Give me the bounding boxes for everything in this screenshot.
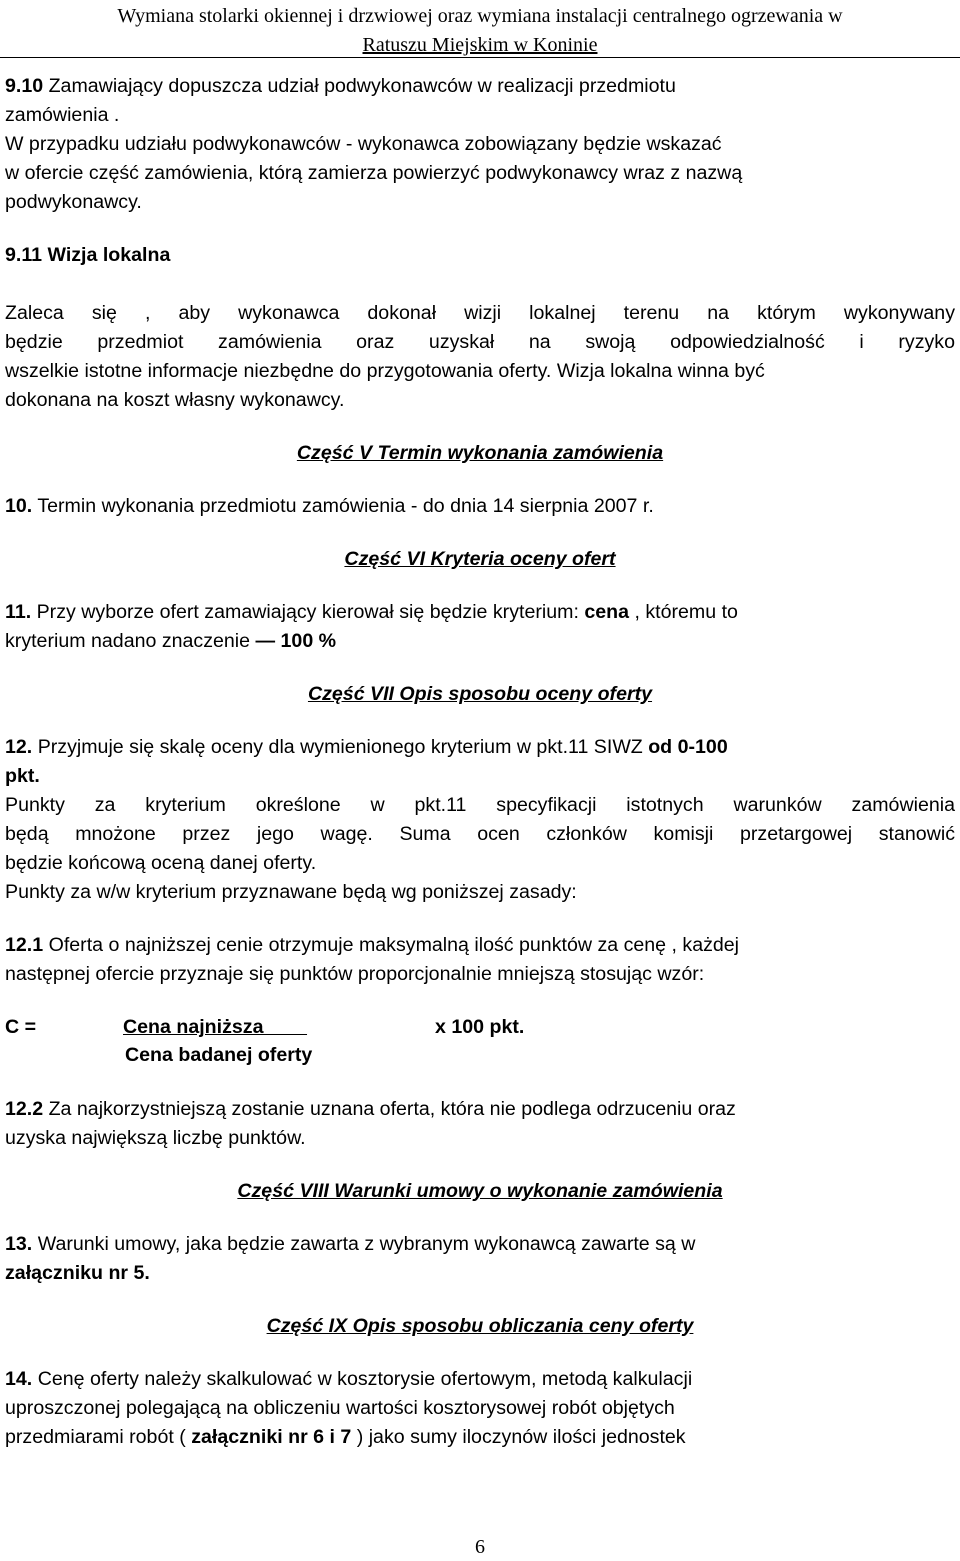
header-rule	[0, 57, 960, 58]
paragraph-9-10-line-4: w ofercie część zamówienia, którą zamierza powierzyć podwykonawcy wraz z nazwą	[5, 162, 743, 184]
section-heading-vii: Część VII Opis sposobu oceny oferty	[307, 683, 653, 705]
paragraph-13	[5, 1230, 955, 1288]
spacer	[5, 1288, 955, 1312]
formula-lhs: C =	[5, 1016, 37, 1038]
header-line-2: Ratuszu Miejskim w Koninie	[362, 34, 598, 56]
paragraph-14	[5, 1365, 955, 1452]
paragraph-9-11	[5, 241, 955, 415]
paragraph-12-line-5: będzie końcową oceną danej oferty.	[5, 852, 317, 874]
paragraph-10	[5, 492, 955, 521]
spacer	[5, 217, 955, 241]
paragraph-11-line-2: kryterium nadano znaczenie — 100 %	[5, 630, 337, 652]
page-number: 6	[475, 1536, 485, 1558]
paragraph-12	[5, 733, 955, 907]
spacer	[5, 1071, 955, 1095]
paragraph-9-10	[5, 72, 955, 217]
paragraph-9-11-line-3: wszelkie istotne informacje niezbędne do przygotowania oferty. Wizja lokalna winna być	[5, 360, 765, 382]
paragraph-12-line-2: pkt.	[5, 765, 40, 787]
section-heading-v: Część V Termin wykonania zamówienia	[296, 442, 664, 464]
spacer	[5, 1341, 955, 1365]
formula-denominator: Cena badanej oferty	[125, 1044, 313, 1066]
paragraph-11-line-1: 11. Przy wyborze ofert zamawiający kierował się będzie kryterium: cena , któremu to	[5, 601, 738, 623]
paragraph-12-2	[5, 1095, 955, 1153]
header-line-1: Wymiana stolarki okiennej i drzwiowej oraz wymiana instalacji centralnego ogrzewania w	[117, 5, 843, 27]
spacer	[5, 989, 955, 1013]
formula-multiplier: x 100 pkt.	[435, 1016, 525, 1038]
paragraph-10-number: 10.	[5, 495, 33, 517]
spacer	[5, 574, 955, 598]
paragraph-12-line-1: 12. Przyjmuje się skalę oceny dla wymienionego kryterium w pkt.11 SIWZ od 0-100	[5, 736, 728, 758]
paragraph-14-line-2: uproszczonej polegającą na obliczeniu wartości kosztorysowej robót objętych	[5, 1397, 675, 1419]
spacer	[5, 468, 955, 492]
criterion-cena: cena	[584, 601, 630, 623]
paragraph-12-line-3: Punkty za kryterium określone w pkt.11 specyfikacji istotnych warunków zamówienia	[5, 794, 955, 816]
section-heading-ix: Część IX Opis sposobu obliczania ceny oferty	[266, 1315, 694, 1337]
paragraph-9-11-line-4: dokonana na koszt własny wykonawcy.	[5, 389, 345, 411]
paragraph-9-10-line-5: podwykonawcy.	[5, 191, 142, 213]
document-body	[5, 72, 955, 1452]
paragraph-12-1	[5, 931, 955, 989]
spacer	[5, 656, 955, 680]
spacer	[5, 1206, 955, 1230]
paragraph-12-2-line-1: 12.2 Za najkorzystniejszą zostanie uznana oferta, która nie podlega odrzuceniu oraz	[5, 1098, 736, 1120]
paragraph-9-10-line-1: 9.10 Zamawiający dopuszcza udział podwykonawców w realizacji przedmiotu	[5, 75, 676, 97]
paragraph-12-line-4: będą mnożone przez jego wagę. Suma ocen członków komisji przetargowej stanowić	[5, 823, 955, 845]
section-heading-vi: Część VI Kryteria oceny ofert	[344, 548, 616, 570]
paragraph-9-10-number: 9.10	[5, 75, 44, 97]
price-formula	[5, 1013, 955, 1071]
paragraph-10-line-1: 10. Termin wykonania przedmiotu zamówienia - do dnia 14 sierpnia 2007 r.	[5, 495, 654, 517]
paragraph-9-11-heading: 9.11 Wizja lokalna	[5, 244, 171, 266]
paragraph-12-line-6: Punkty za w/w kryterium przyznawane będą wg poniższej zasady:	[5, 881, 577, 903]
paragraph-9-10-line-3: W przypadku udziału podwykonawców - wykonawca zobowiązany będzie wskazać	[5, 133, 722, 155]
running-header	[0, 2, 960, 60]
paragraph-12-1-line-2: następnej ofercie przyznaje się punktów proporcjonalnie mniejszą stosując wzór:	[5, 963, 705, 985]
paragraph-11	[5, 598, 955, 656]
paragraph-9-11-line-2: będzie przedmiot zamówienia oraz uzyskał na swoją odpowiedzialność i ryzyko	[5, 331, 955, 353]
paragraph-13-line-1: 13. Warunki umowy, jaka będzie zawarta z wybranym wykonawcą zawarte są w	[5, 1233, 696, 1255]
spacer	[5, 415, 955, 439]
formula-numerator: Cena najniższa	[123, 1016, 308, 1038]
paragraph-9-10-line-2: zamówienia .	[5, 104, 120, 126]
spacer	[5, 709, 955, 733]
paragraph-12-2-line-2: uzyska największą liczbę punktów.	[5, 1127, 306, 1149]
paragraph-12-1-line-1: 12.1 Oferta o najniższej cenie otrzymuje maksymalną ilość punktów za cenę , każdej	[5, 934, 740, 956]
spacer-line	[5, 270, 955, 299]
paragraph-14-line-1: 14. Cenę oferty należy skalkulować w kosztorysie ofertowym, metodą kalkulacji	[5, 1368, 693, 1390]
paragraph-13-line-2: załączniku nr 5.	[5, 1262, 150, 1284]
paragraph-9-11-line-1: Zaleca się , aby wykonawca dokonał wizji lokalnej terenu na którym wykonywany	[5, 302, 955, 324]
criterion-weight: — 100 %	[255, 630, 337, 652]
section-heading-viii: Część VIII Warunki umowy o wykonanie zamówienia	[237, 1180, 723, 1202]
spacer	[5, 521, 955, 545]
spacer	[5, 1153, 955, 1177]
spacer	[5, 907, 955, 931]
paragraph-14-line-3: przedmiarami robót ( załączniki nr 6 i 7 ) jako sumy iloczynów ilości jednostek	[5, 1426, 686, 1448]
